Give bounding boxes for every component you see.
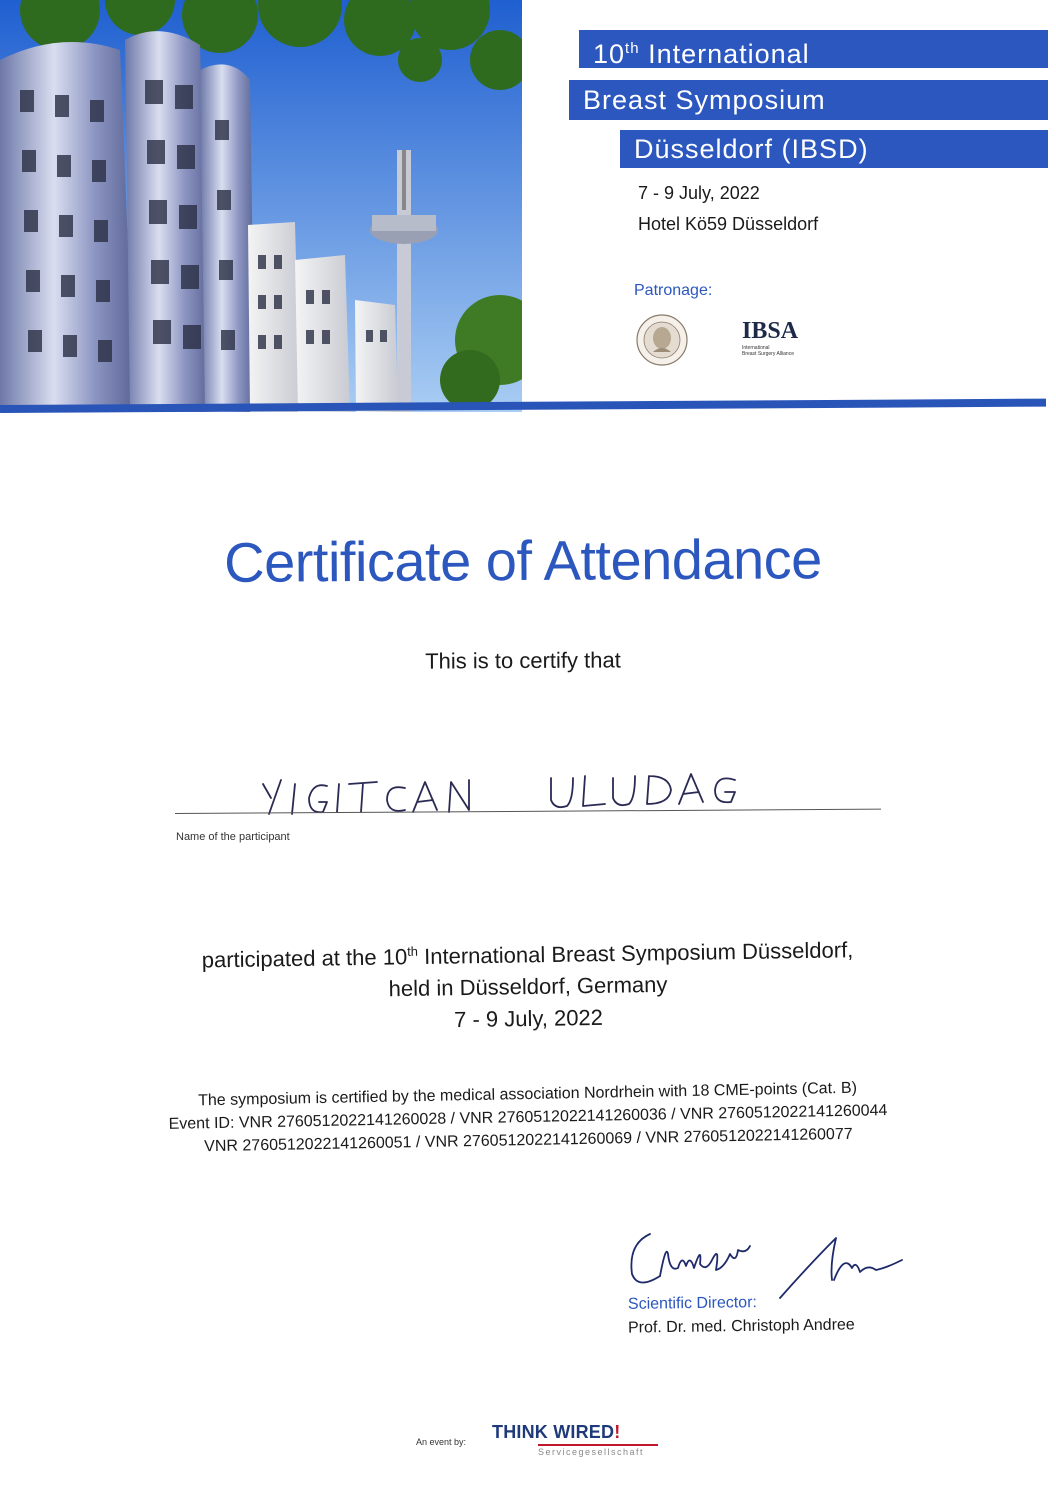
ibsa-logo-text: IBSA: [742, 318, 799, 344]
ibsa-subtitle-2: Breast Surgery Alliance: [742, 351, 794, 357]
cme-line1: The symposium is certified by the medical association Nordrhein with 18 CME-points (Cat. B): [197, 1079, 858, 1110]
think-wired-logo-subtitle: Servicegesellschaft: [538, 1444, 658, 1457]
certificate-title: Certificate of Attendance: [223, 527, 823, 594]
participation-statement: [0, 926, 1056, 1044]
participation-dates: 7 - 9 July, 2022: [453, 1005, 604, 1033]
cme-statement: [0, 1073, 1056, 1162]
think-wired-logo-text: THINK WIRED: [492, 1422, 615, 1442]
symposium-title-line3: Düsseldorf (IBSD): [620, 130, 1048, 168]
symposium-title-line1: 10th International: [579, 30, 1048, 68]
certify-text: This is to certify that: [425, 647, 621, 674]
patronage-label: Patronage:: [634, 282, 713, 299]
think-wired-logo: [492, 1422, 658, 1457]
participation-location: held in Düsseldorf, Germany: [388, 972, 668, 1002]
ibsa-subtitle-1: International: [742, 345, 770, 351]
cme-line2: Event ID: VNR 2760512022141260028 / VNR 2760512022141260036 / VNR 2760512022141260044: [168, 1102, 888, 1133]
event-by-label: An event by:: [416, 1437, 467, 1447]
scientific-director-name: Prof. Dr. med. Christoph Andree: [627, 1316, 855, 1337]
think-wired-logo-exclamation: !: [614, 1422, 621, 1442]
event-venue: Hotel Kö59 Düsseldorf: [638, 214, 819, 234]
cme-line3: VNR 2760512022141260051 / VNR 2760512022141260069 / VNR 2760512022141260077: [204, 1125, 853, 1156]
ibsa-logo: [742, 318, 798, 357]
event-date: 7 - 9 July, 2022: [638, 183, 760, 203]
name-caption: Name of the participant: [176, 831, 290, 843]
patron-seal-logo: [636, 314, 688, 366]
scientific-director-label: Scientific Director:: [627, 1294, 758, 1313]
participant-name-handwritten: [255, 770, 775, 825]
header-photo: [0, 0, 522, 412]
participation-line1: participated at the 10th International Breast Symposium Düsseldorf,: [201, 937, 854, 973]
symposium-title-line2: Breast Symposium: [569, 80, 1048, 120]
